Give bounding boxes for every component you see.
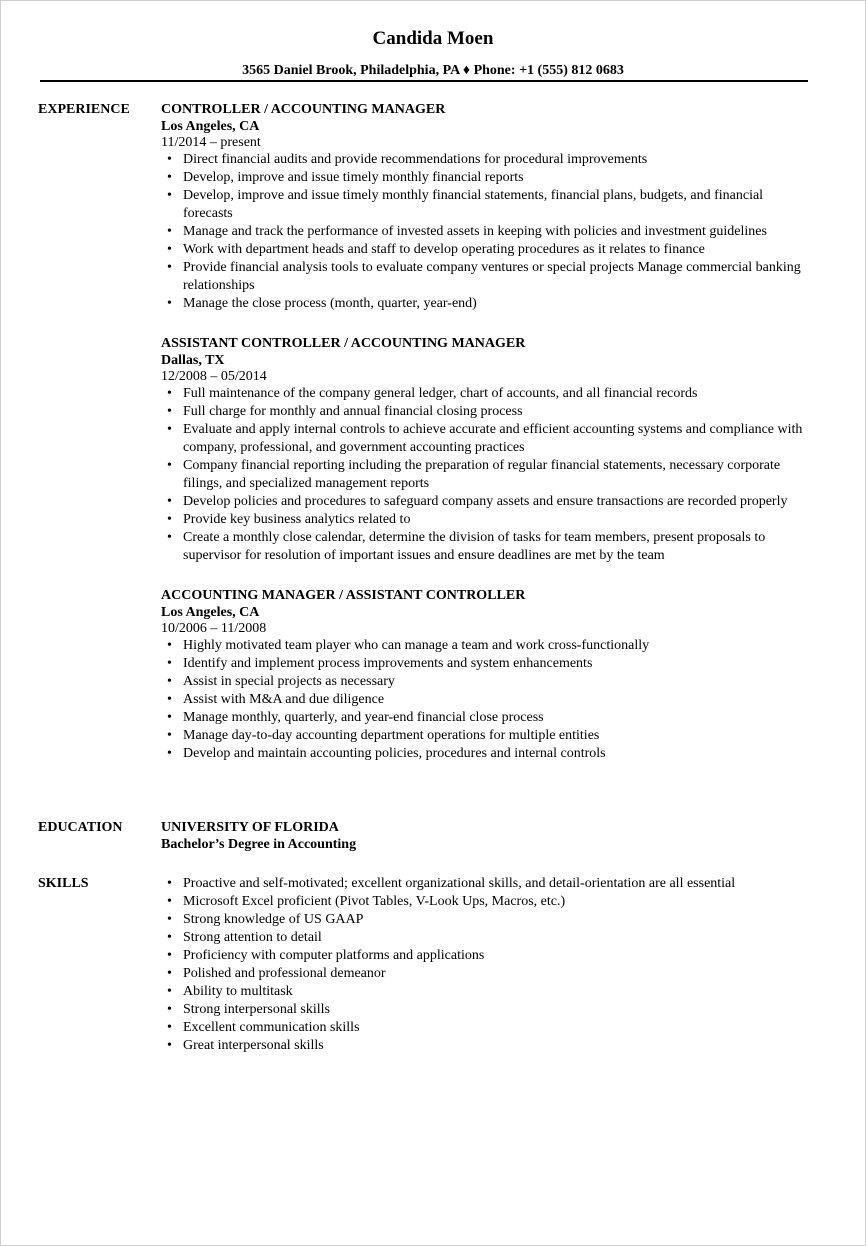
job-bullet: • Develop policies and procedures to safeguard company assets and ensure transactions are recorded properly — [183, 493, 811, 511]
job-bullets — [161, 151, 811, 313]
job-title: ASSISTANT CONTROLLER / ACCOUNTING MANAGER — [161, 336, 526, 351]
job-entry — [161, 335, 811, 565]
skill-item: • Great interpersonal skills — [183, 1037, 811, 1055]
candidate-name: Candida Moen — [372, 28, 494, 49]
skill-item: • Polished and professional demeanor — [183, 965, 811, 983]
skills-body — [161, 875, 811, 1055]
job-bullet: • Develop and maintain accounting policies, procedures and internal controls — [183, 745, 811, 763]
section-label-skills: SKILLS — [38, 876, 89, 891]
job-entry — [161, 101, 811, 313]
job-bullet: • Work with department heads and staff to develop operating procedures as it relates to finance — [183, 241, 811, 259]
job-bullet: • Manage day-to-day accounting department operations for multiple entities — [183, 727, 811, 745]
job-bullet: • Full maintenance of the company general ledger, chart of accounts, and all financial records — [183, 385, 811, 403]
job-bullet: • Create a monthly close calendar, determine the division of tasks for team members, present proposals to supervisor for resolution of important issues and ensure deadlines are met by the team — [183, 529, 811, 565]
job-bullet: • Develop, improve and issue timely monthly financial reports — [183, 169, 811, 187]
job-bullet: • Provide financial analysis tools to evaluate company ventures or special projects Manage commercial banking relationships — [183, 259, 811, 295]
job-location: Los Angeles, CA — [161, 119, 260, 134]
job-location: Los Angeles, CA — [161, 605, 260, 620]
skill-item: • Excellent communication skills — [183, 1019, 811, 1037]
job-dates: 10/2006 – 11/2008 — [161, 621, 267, 636]
job-dates: 11/2014 – present — [161, 135, 261, 150]
education-school: UNIVERSITY OF FLORIDA — [161, 820, 339, 835]
skill-item: • Proactive and self-motivated; excellent organizational skills, and detail-orientation are all essential — [183, 875, 811, 893]
skill-item: • Strong interpersonal skills — [183, 1001, 811, 1019]
header-divider — [40, 80, 808, 82]
job-title: ACCOUNTING MANAGER / ASSISTANT CONTROLLER — [161, 588, 526, 603]
job-bullet: • Direct financial audits and provide recommendations for procedural improvements — [183, 151, 811, 169]
experience-list — [161, 101, 811, 785]
education-body — [161, 819, 811, 853]
skill-item: • Strong knowledge of US GAAP — [183, 911, 811, 929]
job-bullet: • Assist in special projects as necessary — [183, 673, 811, 691]
skill-item: • Strong attention to detail — [183, 929, 811, 947]
job-bullet: • Manage and track the performance of invested assets in keeping with policies and investment guidelines — [183, 223, 811, 241]
section-label-education: EDUCATION — [38, 820, 123, 835]
job-bullet: • Manage monthly, quarterly, and year-end financial close process — [183, 709, 811, 727]
skill-item: • Proficiency with computer platforms and applications — [183, 947, 811, 965]
job-bullet: • Assist with M&A and due diligence — [183, 691, 811, 709]
job-bullet: • Develop, improve and issue timely monthly financial statements, financial plans, budgets, and financial forecasts — [183, 187, 811, 223]
job-dates: 12/2008 – 05/2014 — [161, 369, 267, 384]
job-bullet: • Provide key business analytics related to — [183, 511, 811, 529]
job-bullet: • Company financial reporting including the preparation of regular financial statements, necessary corporate filings, and specialized management reports — [183, 457, 811, 493]
job-bullet: • Highly motivated team player who can manage a team and work cross-functionally — [183, 637, 811, 655]
job-bullets — [161, 637, 811, 763]
skill-item: • Microsoft Excel proficient (Pivot Tables, V-Look Ups, Macros, etc.) — [183, 893, 811, 911]
job-bullet: • Manage the close process (month, quarter, year-end) — [183, 295, 811, 313]
skills-list — [161, 875, 811, 1055]
job-bullets — [161, 385, 811, 565]
skill-item: • Ability to multitask — [183, 983, 811, 1001]
job-bullet: • Evaluate and apply internal controls to achieve accurate and efficient accounting systems and compliance with company, professional, and government accounting practices — [183, 421, 811, 457]
job-bullet: • Full charge for monthly and annual financial closing process — [183, 403, 811, 421]
job-entry — [161, 587, 811, 763]
job-title: CONTROLLER / ACCOUNTING MANAGER — [161, 102, 446, 117]
job-location: Dallas, TX — [161, 353, 225, 368]
job-bullet: • Identify and implement process improvements and system enhancements — [183, 655, 811, 673]
contact-line: 3565 Daniel Brook, Philadelphia, PA ♦ Phone: +1 (555) 812 0683 — [242, 63, 624, 78]
section-label-experience: EXPERIENCE — [38, 102, 130, 117]
education-degree: Bachelor’s Degree in Accounting — [161, 837, 357, 852]
